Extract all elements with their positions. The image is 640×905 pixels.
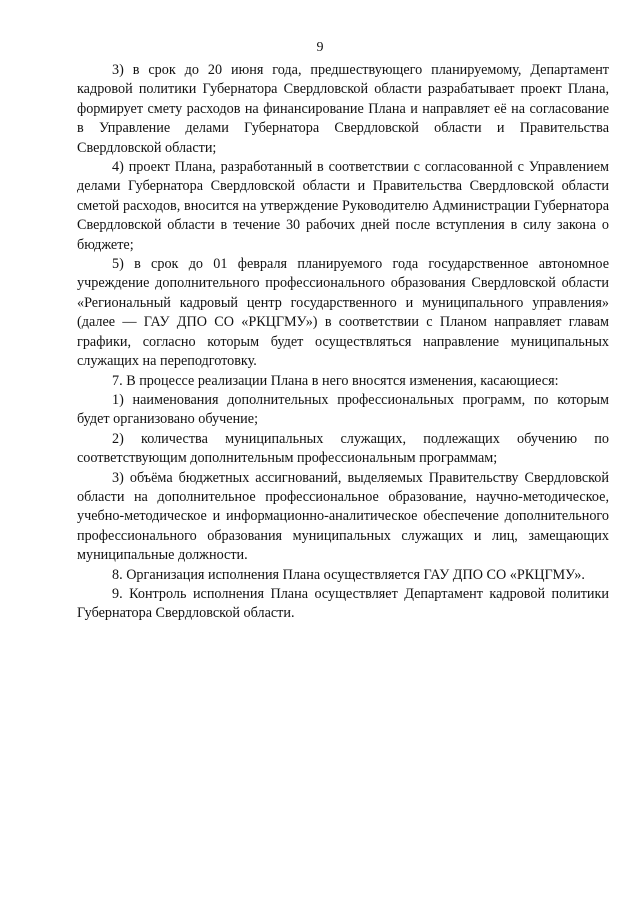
document-body — [77, 61, 609, 624]
paragraph-change-1-program-names: 1) наименования дополнительных профессиональных программ, по которым будет организовано обучение; — [77, 391, 609, 428]
paragraph-section-8-plan-execution: 8. Организация исполнения Плана осуществляется ГАУ ДПО СО «РКЦГМУ». — [112, 566, 585, 583]
paragraph-section-7-plan-changes: 7. В процессе реализации Плана в него вносятся изменения, касающиеся: — [112, 372, 559, 389]
paragraph-item-4-plan-approval: 4) проект Плана, разработанный в соответствии с согласованной с Управлением делами Губернатора Свердловской области и Правительства Свердловской области сметой расходов, вносится на утверждение Руководителю Администрации Губернатора Свердловской области в течение 30 рабочих дней после вступления в силу закона о бюджете; — [77, 159, 609, 253]
paragraph-change-3-budget-volume: 3) объёма бюджетных ассигнований, выделяемых Правительству Свердловской области на дополнительное профессиональное образование, научно-методическое, учебно-методическое и информационно-аналитическое обеспечение дополнительного профессионального образования муниципальных служащих и лиц, замещающих муниципальные должности. — [77, 469, 609, 564]
paragraph-item-5-deadline-february: 5) в срок до 01 февраля планируемого года государственное автономное учреждение дополнительного профессионального образования Свердловской области «Региональный кадровый центр государственного и муниципального управления» (далее — ГАУ ДПО СО «РКЦГМУ») в соответствии с Планом направляет главам графики, согласно которым будет осуществляться направление муниципальных служащих на переподготовку. — [77, 256, 609, 370]
paragraph-change-2-employee-count: 2) количества муниципальных служащих, подлежащих обучению по соответствующим дополнительным профессиональным программам; — [77, 430, 609, 467]
page-number: 9 — [316, 40, 324, 55]
paragraph-section-9-plan-control: 9. Контроль исполнения Плана осуществляет Департамент кадровой политики Губернатора Свердловской области. — [77, 585, 609, 622]
paragraph-item-3-deadline-june: 3) в срок до 20 июня года, предшествующего планируемому, Департамент кадровой политики Губернатора Свердловской области разрабатывает проект Плана, формирует смету расходов на финансирование Плана и направляет её на согласование в Управление делами Губернатора Свердловской области и Правительства Свердловской области; — [77, 62, 609, 156]
